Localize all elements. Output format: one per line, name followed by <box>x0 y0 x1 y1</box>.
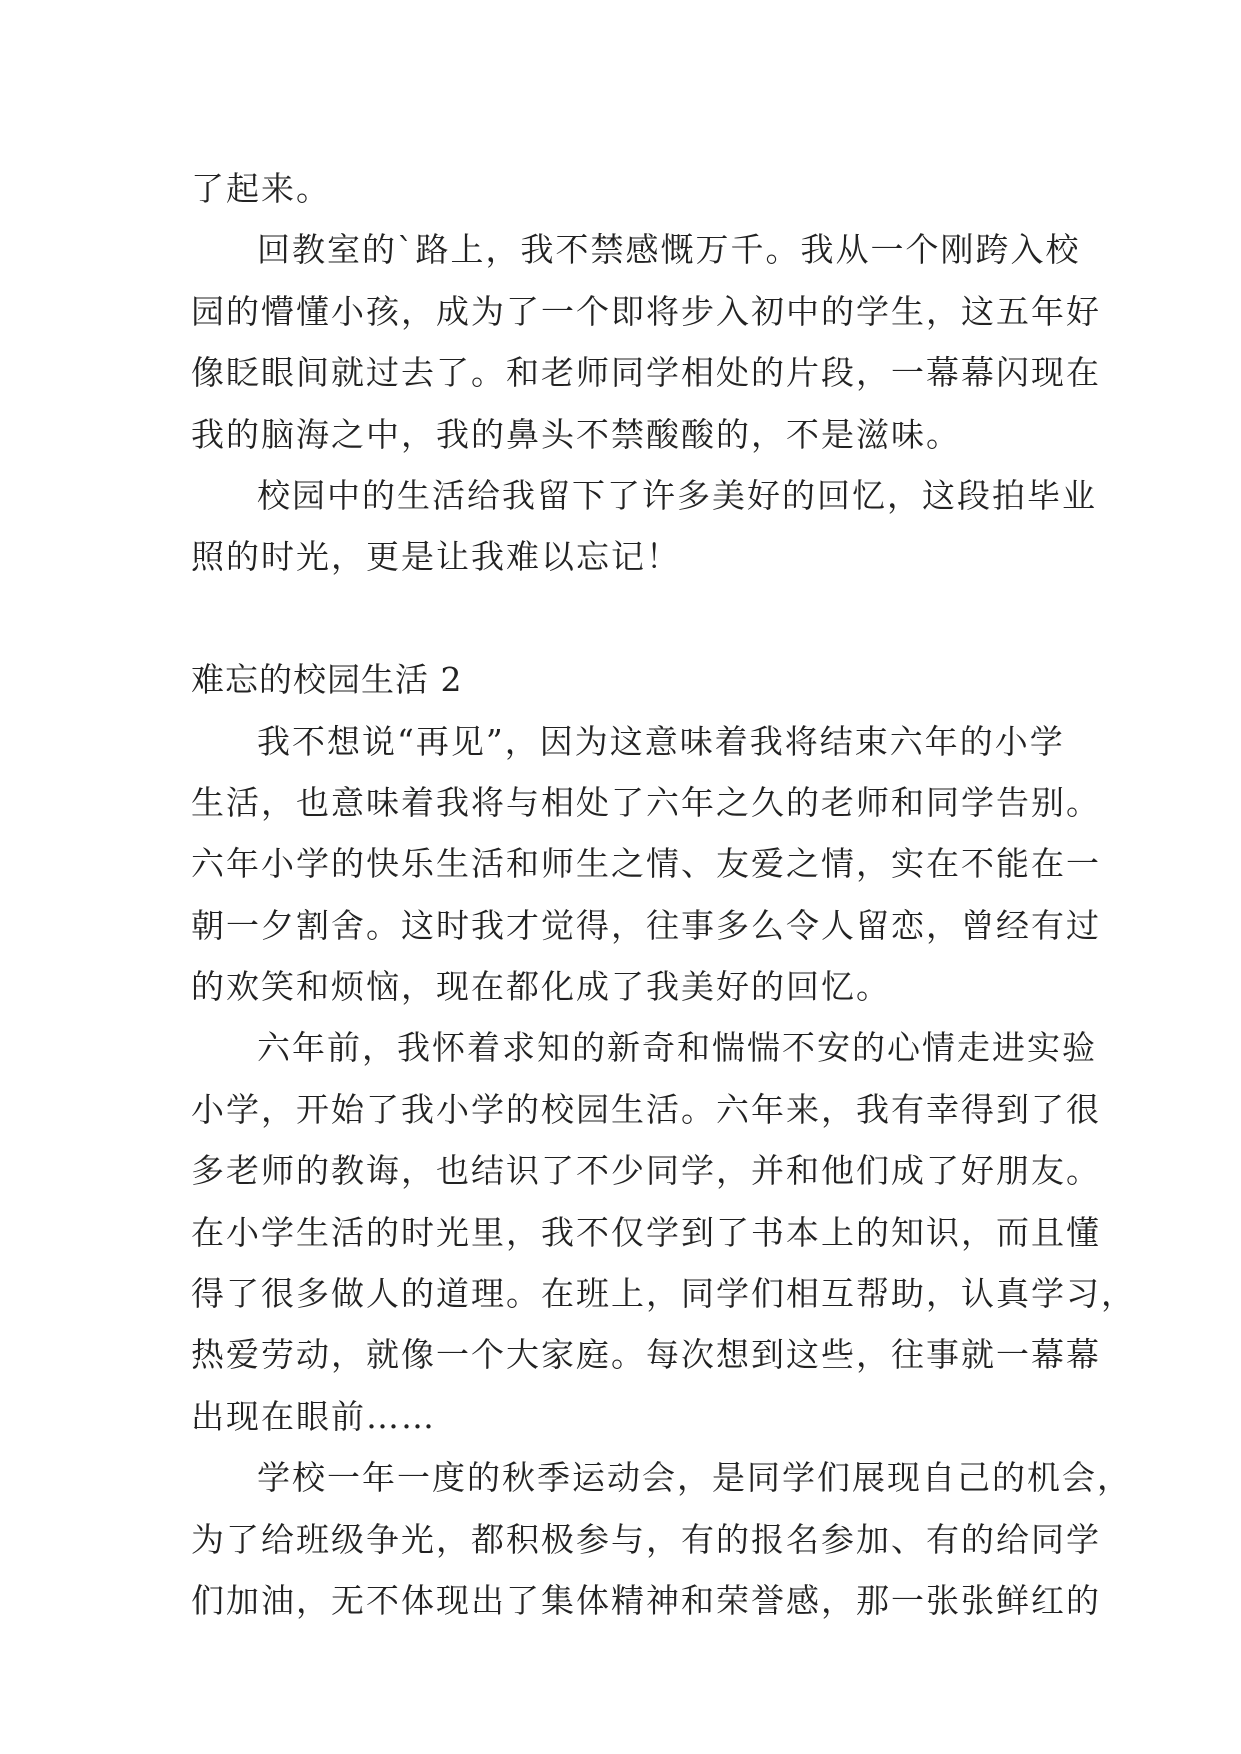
paragraph-line: 热爱劳动，就像一个大家庭。每次想到这些，往事就一幕幕 <box>191 1335 1101 1375</box>
paragraph-line: 多老师的教诲，也结识了不少同学，并和他们成了好朋友。 <box>191 1151 1101 1191</box>
paragraph-line: 我不想说“再见”，因为这意味着我将结束六年的小学 <box>257 721 1065 761</box>
paragraph-line: 六年小学的快乐生活和师生之情、友爱之情，实在不能在一 <box>191 844 1101 884</box>
paragraph-line: 朝一夕割舍。这时我才觉得，往事多么令人留恋，曾经有过 <box>191 905 1101 945</box>
paragraph-line: 在小学生活的时光里，我不仅学到了书本上的知识，而且懂 <box>191 1212 1101 1252</box>
document-body <box>191 158 1136 1631</box>
section-gap <box>191 588 1071 649</box>
paragraph-line: 的欢笑和烦恼，现在都化成了我美好的回忆。 <box>191 967 891 1007</box>
paragraph-line: 照的时光，更是让我难以忘记！ <box>191 537 681 577</box>
paragraph-line: 校园中的生活给我留下了许多美好的回忆，这段拍毕业 <box>257 475 1097 515</box>
paragraph-line: 六年前，我怀着求知的新奇和惴惴不安的心情走进实验 <box>257 1028 1097 1068</box>
paragraph-line: 出现在眼前…… <box>191 1396 436 1436</box>
paragraph-line: 小学，开始了我小学的校园生活。六年来，我有幸得到了很 <box>191 1089 1101 1129</box>
paragraph-line: 回教室的`路上，我不禁感慨万千。我从一个刚跨入校 <box>257 230 1081 270</box>
paragraph-line: 我的脑海之中，我的鼻头不禁酸酸的，不是滋味。 <box>191 414 961 454</box>
paragraph-line: 生活，也意味着我将与相处了六年之久的老师和同学告别。 <box>191 782 1101 822</box>
paragraph-line: 学校一年一度的秋季运动会，是同学们展现自己的机会， <box>257 1458 1132 1498</box>
paragraph-line: 们加油，无不体现出了集体精神和荣誉感，那一张张鲜红的 <box>191 1580 1101 1620</box>
paragraph-line: 得了很多做人的道理。在班上，同学们相互帮助，认真学习， <box>191 1274 1136 1314</box>
section-title: 难忘的校园生活 2 <box>191 660 463 700</box>
paragraph-line: 了起来。 <box>191 169 331 208</box>
paragraph-line: 园的懵懂小孩，成为了一个即将步入初中的学生，这五年好 <box>191 291 1101 331</box>
paragraph-line: 为了给班级争光，都积极参与，有的报名参加、有的给同学 <box>191 1519 1101 1559</box>
paragraph-line: 像眨眼间就过去了。和老师同学相处的片段，一幕幕闪现在 <box>191 353 1101 393</box>
